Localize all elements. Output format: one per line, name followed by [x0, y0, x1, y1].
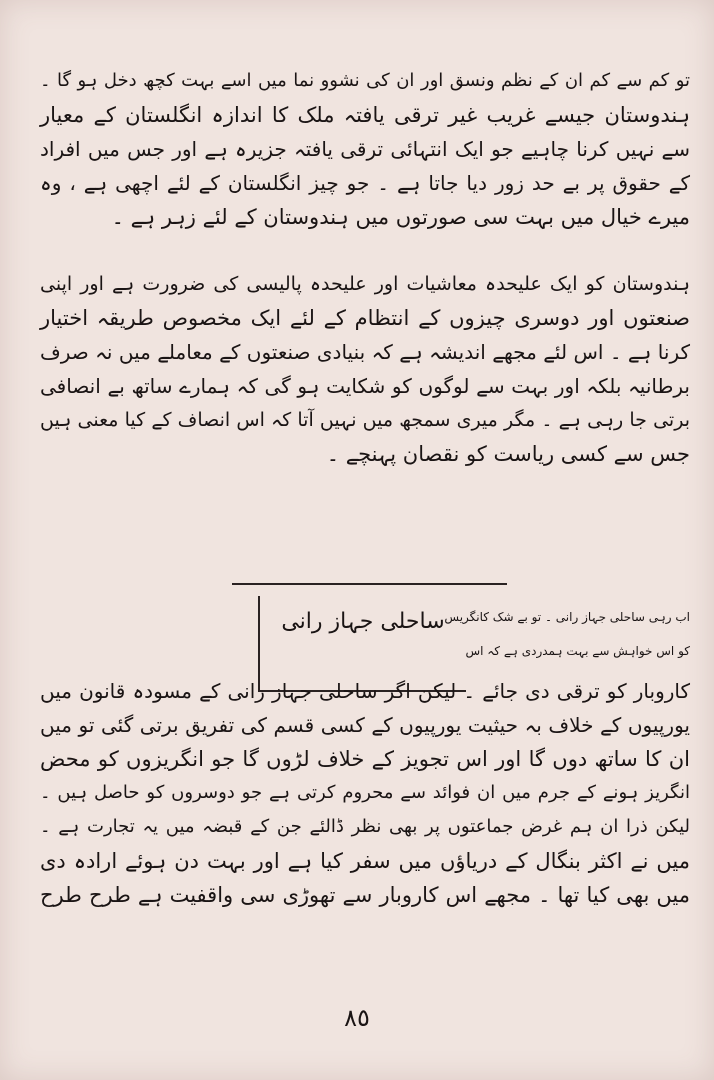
- section-divider: [232, 583, 507, 585]
- paragraph-3: [40, 674, 690, 912]
- text-line: میرے خیال میں بہت سی صورتوں میں ہندوستان کے لئے زہر ہے ۔: [111, 205, 690, 229]
- side-heading: ساحلی جہاز رانی: [281, 609, 445, 634]
- paragraph-3-head: [444, 600, 690, 668]
- text-line: تو کم سے کم ان کے نظم ونسق اور ان کی نشوو نما میں اسے بہت کچھ دخل ہو گا ۔: [40, 70, 690, 91]
- text-line: کو اس خواہش سے بہت ہمدردی ہے کہ اس: [465, 644, 690, 658]
- paragraph-1: [40, 64, 690, 234]
- text-line: یورپیوں کے خلاف بہ حیثیت یورپیوں کے کسی قسم کی تفریق برتی گئی تو میں: [40, 713, 690, 737]
- text-line: لیکن ذرا ان ہم غرض جماعتوں پر بھی نظر ڈالئے جن کے قبضہ میں یہ تجارت ہے ۔: [40, 816, 690, 837]
- text-line: جس سے کسی ریاست کو نقصان پہنچے ۔: [326, 442, 690, 466]
- text-line: اب رہی ساحلی جہاز رانی ۔ تو بے شک کانگریس: [444, 610, 690, 624]
- text-line: میں نے اکثر بنگال کے دریاؤں میں سفر کیا ہے اور بہت دن ہوئے ارادہ دی: [40, 849, 690, 873]
- text-line: کرنا ہے ۔ اس لئے مجھے اندیشہ ہے کہ بنیادی صنعتوں کے معاملے میں نہ صرف: [40, 340, 690, 364]
- text-line: ہندوستان جیسے غریب غیر ترقی یافتہ ملک کا اندازہ انگلستان کے معیار: [40, 103, 690, 127]
- text-line: سے نہیں کرنا چاہیے جو ایک انتہائی ترقی یافتہ جزیرہ ہے اور جس میں افراد: [40, 137, 690, 161]
- text-line: ہندوستان کو ایک علیحدہ معاشیات اور علیحدہ پالیسی کی ضرورت ہے اور اپنی: [40, 273, 690, 295]
- text-line: ان کا ساتھ دوں گا اور اس تجویز کے خلاف لڑوں گا جو انگریزوں کو محض: [40, 747, 690, 771]
- text-line: صنعتوں اور دوسری چیزوں کے انتظام کے لئے ایک مخصوص طریقہ اختیار: [40, 306, 690, 330]
- text-line: میں بھی کیا تھا ۔ مجھے اس کاروبار سے تھوڑی سی واقفیت ہے طرح طرح: [40, 883, 690, 907]
- paragraph-2: [40, 267, 690, 471]
- text-line: کے حقوق پر بے حد زور دیا جاتا ہے ۔ جو چیز انگلستان کے لئے اچھی ہے ، وہ: [40, 171, 690, 195]
- text-line: انگریز ہونے کے جرم میں ان فوائد سے محروم کرتی ہے جو دوسروں کو حاصل ہیں ۔: [40, 782, 690, 803]
- text-line: کاروبار کو ترقی دی جائے ۔ لیکن اگر ساحلی جہاز رانی کے مسودہ قانون میں: [40, 679, 690, 703]
- text-line: برتی جا رہی ہے ۔ مگر میری سمجھ میں نہیں آتا کہ اس انصاف کے کیا معنی ہیں: [40, 409, 690, 431]
- page-number: ٨٥: [344, 1004, 370, 1032]
- text-line: برطانیہ بلکہ اور بہت سے لوگوں کو شکایت ہو گی کہ ہمارے ساتھ بے انصافی: [40, 374, 690, 398]
